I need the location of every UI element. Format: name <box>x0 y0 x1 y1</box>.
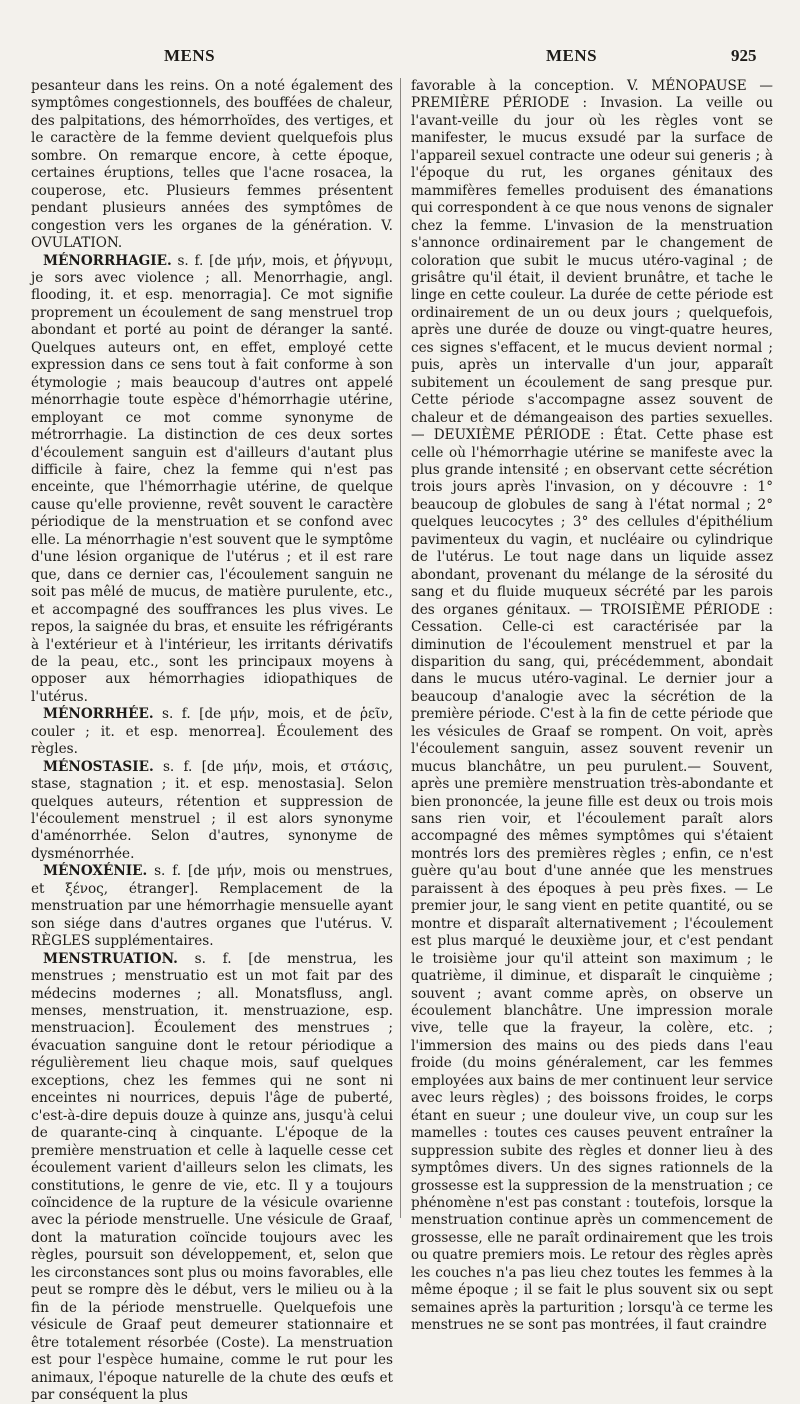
running-head-right: MENS <box>546 46 598 65</box>
entry-body: s. f. [de μήν, mois, et de ῥεῖν, couler ; it. et esp. menorrea]. Écoulement des règles. <box>31 706 393 758</box>
entry-menorrhee <box>31 706 393 758</box>
column-divider <box>400 78 401 1218</box>
entry-body: s. f. [de μήν, mois, et στάσις, stase, stagnation ; it. et esp. menostasia]. Selon quelques auteurs, rétention et suppression de l'écoulement menstruel ; il est alors synonyme d'aménorrhée. Selon d'autres, synonyme de dysménorrhée. <box>31 758 393 862</box>
continued-paragraph: favorable à la conception. V. MÉNOPAUSE — PREMIÈRE PÉRIODE : Invasion. La veille ou l'avant-veille du jour où les règles vont se manifester, le mucus exsudé par la surface de l'appareil sexuel contracte une odeur sui generis ; à l'époque du rut, les organes génitaux des mammifères femelles produisent des émanations qui correspondent à ce que nous venons de signaler chez la femme. L'invasion de la menstruation s'annonce ordinairement par le changement de coloration que subit le mucus utéro-vaginal ; de grisâtre qu'il était, il devient brunâtre, et tache le linge en cette couleur. La durée de cette période est ordinairement de un ou deux jours ; quelquefois, après une durée de douze ou vingt-quatre heures, ces signes s'effacent, et le mucus devient normal ; puis, après un intervalle d'un jour, apparaît subitement un écoulement de sang presque pur. Cette période s'accompagne assez souvent de chaleur et de démangeaison des parties sexuelles. — DEUXIÈME PÉRIODE : État. Cette phase est celle où l'hémorrhagie utérine se manifeste avec la plus grande intensité ; en observant cette sécrétion trois jours après l'invasion, on y découvre : 1° beaucoup de globules de sang à l'état normal ; 2° quelques leucocytes ; 3° des cellules d'épithélium pavimenteux du vagin, et nucléaire ou cylindrique de l'utérus. Le tout nage dans un liquide assez abondant, provenant du mélange de la sérosité du sang et du fluide muqueux sécrété par les parois des organes génitaux. — TROISIÈME PÉRIODE : Cessation. Celle-ci est caractérisée par la diminution de l'écoulement menstruel et par la disparition du sang, qui, précédemment, abondait dans le mucus utéro-vaginal. Le dernier jour a beaucoup d'analogie avec la sécrétion de la première période. C'est à la fin de cette période que les vésicules de Graaf se rompent. On voit, après l'écoulement sanguin, assez souvent revenir un mucus blanchâtre, un peu purulent.— Souvent, après une première menstruation très-abondante et bien prononcée, la jeune fille est deux ou trois mois sans rien voir, et l'écoulement paraît alors accompagné des mêmes symptômes qui s'étaient montrés lors des premières règles ; enfin, ce n'est guère qu'au bout d'une année que les menstrues paraissent à des époques à peu près fixes. — Le premier jour, le sang vient en petite quantité, ou se montre et disparaît alternativement ; l'écoulement est plus marqué le deuxième jour, et c'est pendant le troisième jour qu'il atteint son maximum ; le quatrième, il diminue, et disparaît le cinquième ; souvent ; avant comme après, on observe un écoulement blanchâtre. Une impression morale vive, telle que la frayeur, la colère, etc. ; l'immersion des mains ou des pieds dans l'eau froide (du moins généralement, car les femmes employées aux bains de mer continuent leur service avec leurs règles) ; des boissons froides, le corps étant en sueur ; une douleur vive, un coup sur les mamelles : toutes ces causes peuvent entraîner la suppression subite des règles et donner lieu à des symptômes divers. Un des signes rationnels de la grossesse est la suppression de la menstruation ; ce phénomène n'est pas constant : toutefois, lorsque la menstruation continue après un commencement de grossesse, elle ne paraît ordinairement que les trois ou quatre premiers mois. Le retour des règles après les couches n'a pas lieu chez toutes les femmes à la même époque ; il se fait le plus souvent six ou sept semaines après la parturition ; lorsqu'à ce terme les menstrues ne se sont pas montrées, il faut craindre <box>411 78 773 1334</box>
entry-menostasie <box>31 759 393 864</box>
entry-term: MÉNORRHAGIE. <box>43 252 172 269</box>
entry-body: s. f. [de μήν, mois ou menstrues, et ξένος, étranger]. Remplacement de la menstruation par une hémorrhagie mensuelle ayant son siége dans d'autres organes que l'utérus. V. RÈGLES supplémentaires. <box>31 863 393 950</box>
entry-term: MÉNOSTASIE. <box>43 758 154 775</box>
entry-menstruation <box>31 951 393 1404</box>
running-head-left: MENS <box>164 46 216 65</box>
entry-term: MÉNOXÉNIE. <box>43 863 148 880</box>
entry-term: MENSTRUATION. <box>43 950 178 967</box>
entry-menoxenie <box>31 863 393 950</box>
entry-body: s. f. [de μήν, mois, et ῥήγνυμι, je sors avec violence ; all. Menorrhagie, angl. flooding, it. et esp. menorragia]. Ce mot signifie proprement un écoulement de sang menstruel trop abondant et porté au point de déranger la santé. Quelques auteurs ont, en effet, employé cette expression dans ce sens tout à fait conforme à son étymologie ; mais beaucoup d'autres ont appelé ménorrhagie toute espèce d'hémorrhagie utérine, employant ce mot comme synonyme de métrorrhagie. La distinction de ces deux sortes d'écoulement sanguin est d'ailleurs d'autant plus difficile à faire, chez la femme qui n'est pas enceinte, que l'hémorrhagie utérine, de quelque cause qu'elle provienne, revêt souvent le caractère périodique de la menstruation et se confond avec elle. La ménorrhagie n'est souvent que le symptôme d'une lésion organique de l'utérus ; et il est rare que, dans ce dernier cas, l'écoulement sanguin ne soit pas mêlé de mucus, de matière purulente, etc., et accompagné des souffrances les plus vives. Le repos, la saignée du bras, et ensuite les réfrigérants à l'extérieur et à l'intérieur, les irritants dérivatifs de la peau, etc., sont les principaux moyens à opposer aux hémorrhagies idiopathiques de l'utérus. <box>31 252 393 705</box>
right-column <box>411 78 773 1334</box>
entry-menorrhagie <box>31 253 393 707</box>
left-column <box>31 78 393 1403</box>
entry-body: s. f. [de menstrua, les menstrues ; menstruatio est un mot fait par des médecins modernes ; all. Monatsfluss, angl. menses, menstruation, it. menstruazione, esp. menstruacion]. Écoulement des menstrues ; évacuation sanguine dont le retour périodique a régulièrement lieu chaque mois, sauf quelques exceptions, chez les femmes qui ne sont ni enceintes ni nourrices, depuis l'âge de puberté, c'est-à-dire depuis douze à quinze ans, jusqu'à celui de quarante-cinq à cinquante. L'époque de la première menstruation et celle à laquelle cesse cet écoulement varient d'ailleurs selon les climats, les constitutions, le genre de vie, etc. Il y a toujours coïncidence de la rupture de la vésicule ovarienne avec la période menstruelle. Une vésicule de Graaf, dont la maturation coïncide toujours avec les règles, poursuit son développement, et, selon que les circonstances sont plus ou moins favorables, elle peut se rompre dès le début, vers le milieu ou à la fin de la période menstruelle. Quelquefois une vésicule de Graaf peut demeurer stationnaire et être totalement résorbée (Coste). La menstruation est pour l'espèce humaine, comme le rut pour les animaux, l'époque naturelle de la chute des œufs et par conséquent la plus <box>31 950 393 1403</box>
entry-term: MÉNORRHÉE. <box>43 706 154 723</box>
page-number: 925 <box>731 46 757 65</box>
continued-paragraph: pesanteur dans les reins. On a noté également des symptômes congestionnels, des bouffées de chaleur, des palpitations, des hémorrhoïdes, des vertiges, et le caractère de la femme devient quelquefois plus sombre. On remarque encore, à cette époque, certaines éruptions, telles que l'acne rosacea, la couperose, etc. Plusieurs femmes présentent pendant plusieurs années des symptômes de congestion vers les organes de la génération. V. OVULATION. <box>31 78 393 252</box>
